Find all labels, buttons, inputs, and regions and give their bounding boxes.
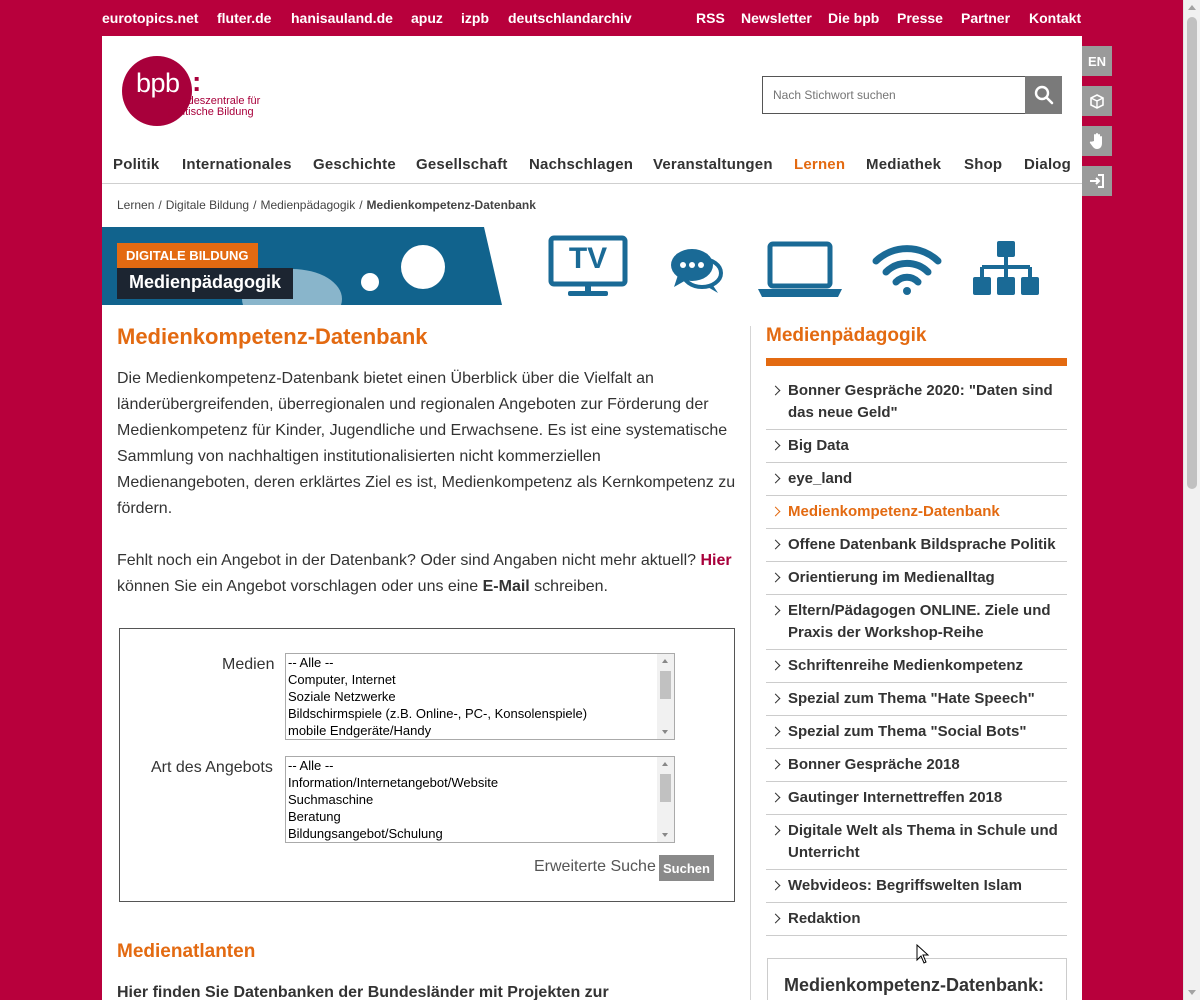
medien-option[interactable]: Bildschirmspiele (z.B. Online-, PC-, Konsolenspiele) xyxy=(288,706,588,721)
breadcrumb-digitale-bildung[interactable]: Digitale Bildung xyxy=(165,198,250,212)
nav-item-gesellschaft[interactable]: Gesellschaft xyxy=(416,156,508,173)
chevron-right-icon xyxy=(771,793,781,803)
login-button[interactable] xyxy=(1082,166,1112,196)
sidebar-item-webvideos[interactable]: Webvideos: Begriffswelten Islam xyxy=(766,870,1067,903)
nav-item-shop[interactable]: Shop xyxy=(964,156,1003,173)
nav-item-mediathek[interactable]: Mediathek xyxy=(866,156,942,173)
medienatlanten-subheading: Hier finden Sie Datenbanken der Bundesländer mit Projekten zur xyxy=(117,984,609,1000)
art-option[interactable]: Suchmaschine xyxy=(288,792,374,807)
chevron-right-icon xyxy=(771,826,781,836)
art-option[interactable]: -- Alle -- xyxy=(288,758,334,773)
page-title: Medienkompetenz-Datenbank xyxy=(117,324,428,349)
chevron-right-icon xyxy=(771,760,781,770)
chevron-right-icon xyxy=(771,540,781,550)
chevron-right-icon xyxy=(771,661,781,671)
breadcrumb: Lernen / Digitale Bildung / Medienpädagogik / Medienkompetenz-Datenbank xyxy=(117,198,536,212)
chevron-right-icon xyxy=(771,914,781,924)
login-icon xyxy=(1089,173,1105,189)
search-icon xyxy=(1034,85,1054,105)
page-content xyxy=(102,36,1082,1000)
sidebar-item-digitale-welt[interactable]: Digitale Welt als Thema in Schule und Unterricht xyxy=(766,815,1067,870)
sidebar-item-gautinger[interactable]: Gautinger Internettreffen 2018 xyxy=(766,782,1067,815)
chevron-right-icon xyxy=(771,727,781,737)
sidebar-item-hate-speech[interactable]: Spezial zum Thema "Hate Speech" xyxy=(766,683,1067,716)
main-nav xyxy=(102,154,1082,184)
chevron-right-icon xyxy=(771,441,781,451)
medien-option[interactable]: -- Alle -- xyxy=(288,655,334,670)
sidebar-item-bonner-gespraeche-2020[interactable]: Bonner Gespräche 2020: "Daten sind das neue Geld" xyxy=(766,375,1067,430)
banner-title: Medienpädagogik xyxy=(117,268,293,299)
art-option[interactable]: Beratung xyxy=(288,809,341,824)
medien-option[interactable]: Soziale Netzwerke xyxy=(288,689,396,704)
art-option[interactable]: Bildungsangebot/Schulung xyxy=(288,826,443,841)
hand-icon xyxy=(1089,132,1105,150)
sitemap-icon xyxy=(973,239,1039,297)
top-bar xyxy=(0,0,1200,36)
chevron-right-icon xyxy=(771,694,781,704)
column-divider xyxy=(750,326,751,1000)
art-select[interactable] xyxy=(285,756,675,843)
sidebar-item-orientierung[interactable]: Orientierung im Medienalltag xyxy=(766,562,1067,595)
breadcrumb-medienpaedagogik[interactable]: Medienpädagogik xyxy=(260,198,356,212)
topbar-link-newsletter[interactable]: Newsletter xyxy=(741,10,812,26)
breadcrumb-current: Medienkompetenz-Datenbank xyxy=(366,198,536,212)
laptop-icon xyxy=(758,241,842,299)
sidebar-item-eltern-paedagogen[interactable]: Eltern/Pädagogen ONLINE. Ziele und Praxis der Workshop-Reihe xyxy=(766,595,1067,650)
medienatlanten-heading: Medienatlanten xyxy=(117,941,256,962)
search-input[interactable] xyxy=(762,76,1026,114)
topbar-link-deutschlandarchiv[interactable]: deutschlandarchiv xyxy=(508,10,632,26)
section-banner xyxy=(102,227,1062,305)
topbar-link-die-bpb[interactable]: Die bpb xyxy=(828,10,880,26)
sidebar-title[interactable]: Medienpädagogik xyxy=(766,325,927,346)
topbar-link-kontakt[interactable]: Kontakt xyxy=(1029,10,1082,26)
email-link[interactable]: E-Mail xyxy=(482,578,530,595)
topbar-link-presse[interactable]: Presse xyxy=(897,10,943,26)
medien-select-scrollbar[interactable] xyxy=(657,654,674,739)
art-option[interactable]: Information/Internetangebot/Website xyxy=(288,775,499,790)
nav-item-lernen[interactable]: Lernen xyxy=(794,156,846,173)
medien-option[interactable]: mobile Endgeräte/Handy xyxy=(288,723,432,738)
suggest-link[interactable]: Hier xyxy=(700,552,732,569)
page-scrollbar[interactable] xyxy=(1183,0,1200,1000)
wifi-icon xyxy=(872,241,942,297)
nav-item-internationales[interactable]: Internationales xyxy=(182,156,292,173)
logo-mark: bpb xyxy=(136,68,180,98)
sidebar-item-eye-land[interactable]: eye_land xyxy=(766,463,1067,496)
chevron-right-icon xyxy=(771,507,781,517)
scroll-down-icon[interactable] xyxy=(1188,990,1196,995)
sidebar-item-schriftenreihe[interactable]: Schriftenreihe Medienkompetenz xyxy=(766,650,1067,683)
tv-icon xyxy=(548,235,628,299)
chevron-right-icon xyxy=(771,881,781,891)
sidebar-item-big-data[interactable]: Big Data xyxy=(766,430,1067,463)
nav-item-geschichte[interactable]: Geschichte xyxy=(313,156,396,173)
easy-language-button[interactable] xyxy=(1082,86,1112,116)
book-icon xyxy=(1089,93,1105,109)
nav-item-dialog[interactable]: Dialog xyxy=(1024,156,1072,173)
chevron-right-icon xyxy=(771,606,781,616)
chevron-right-icon xyxy=(771,386,781,396)
sidebar-list xyxy=(766,375,1067,936)
art-select-scrollbar[interactable] xyxy=(657,757,674,842)
sidebar-item-bonner-gespraeche-2018[interactable]: Bonner Gespräche 2018 xyxy=(766,749,1067,782)
intro-text: Die Medienkompetenz-Datenbank bietet einen Überblick über die Vielfalt an länderübergreifenden, überregionalen und regionalen Angeboten zur Förderung der Medienkompetenz für Kinder, Jugendliche und Erwachsene. Es ist eine systematische Sammlung von nachhaltigen institutionalisierten nicht kommerziellen Medienangeboten, deren erklärtes Ziel es ist, Medienkompetenz als Kernkompetenz zu fördern. xyxy=(117,370,736,517)
nav-item-veranstaltungen[interactable]: Veranstaltungen xyxy=(653,156,773,173)
scrollbar-thumb[interactable] xyxy=(1187,17,1197,489)
breadcrumb-lernen[interactable]: Lernen xyxy=(117,198,155,212)
topbar-link-izpb[interactable]: izpb xyxy=(461,10,489,26)
topbar-link-partner[interactable]: Partner xyxy=(961,10,1011,26)
search-submit-button[interactable]: Suchen xyxy=(659,855,714,881)
nav-item-nachschlagen[interactable]: Nachschlagen xyxy=(529,156,634,173)
topbar-link-apuz[interactable]: apuz xyxy=(411,10,443,26)
advanced-search-link[interactable]: Erweiterte Suche xyxy=(534,858,656,875)
sign-language-button[interactable] xyxy=(1082,126,1112,156)
topbar-link-rss[interactable]: RSS xyxy=(696,10,725,26)
art-label: Art des Angebots xyxy=(151,759,273,776)
chevron-right-icon xyxy=(771,573,781,583)
scroll-up-icon[interactable] xyxy=(1188,5,1196,10)
sidebar-teaser-title: Medienkompetenz-Datenbank: xyxy=(784,975,1045,995)
sidebar-teaser-box xyxy=(767,958,1067,1000)
sidebar-item-redaktion[interactable]: Redaktion xyxy=(766,903,1067,936)
banner-tag: DIGITALE BILDUNG xyxy=(117,243,258,268)
sidebar-accent-bar xyxy=(766,358,1067,366)
topbar-link-fluter[interactable]: fluter.de xyxy=(217,10,272,26)
suggest-text: Fehlt noch ein Angebot in der Datenbank? Oder sind Angaben nicht mehr aktuell? Hier können Sie ein Angebot vorschlagen oder uns eine E-Mail schreiben. xyxy=(117,552,732,595)
chat-bubbles-icon xyxy=(668,241,724,297)
topbar-link-eurotopics[interactable]: eurotopics.net xyxy=(102,10,199,26)
mouse-cursor-icon xyxy=(916,944,930,964)
sidebar-item-bildsprache-politik[interactable]: Offene Datenbank Bildsprache Politik xyxy=(766,529,1067,562)
logo-colon: : xyxy=(192,66,202,97)
language-en-button[interactable]: EN xyxy=(1082,46,1112,76)
tv-icon-label: TV xyxy=(568,242,608,275)
logo-subtitle: Bundeszentrale für politische Bildung xyxy=(168,95,261,118)
nav-item-politik[interactable]: Politik xyxy=(113,156,160,173)
medien-label: Medien xyxy=(222,656,275,673)
medien-option[interactable]: Computer, Internet xyxy=(288,672,396,687)
sidebar-item-medienkompetenz-datenbank[interactable]: Medienkompetenz-Datenbank xyxy=(766,496,1067,529)
search-button[interactable] xyxy=(1025,76,1062,114)
sidebar-item-social-bots[interactable]: Spezial zum Thema "Social Bots" xyxy=(766,716,1067,749)
topbar-link-hanisauland[interactable]: hanisauland.de xyxy=(291,10,393,26)
medien-select[interactable] xyxy=(285,653,675,740)
chevron-right-icon xyxy=(771,474,781,484)
